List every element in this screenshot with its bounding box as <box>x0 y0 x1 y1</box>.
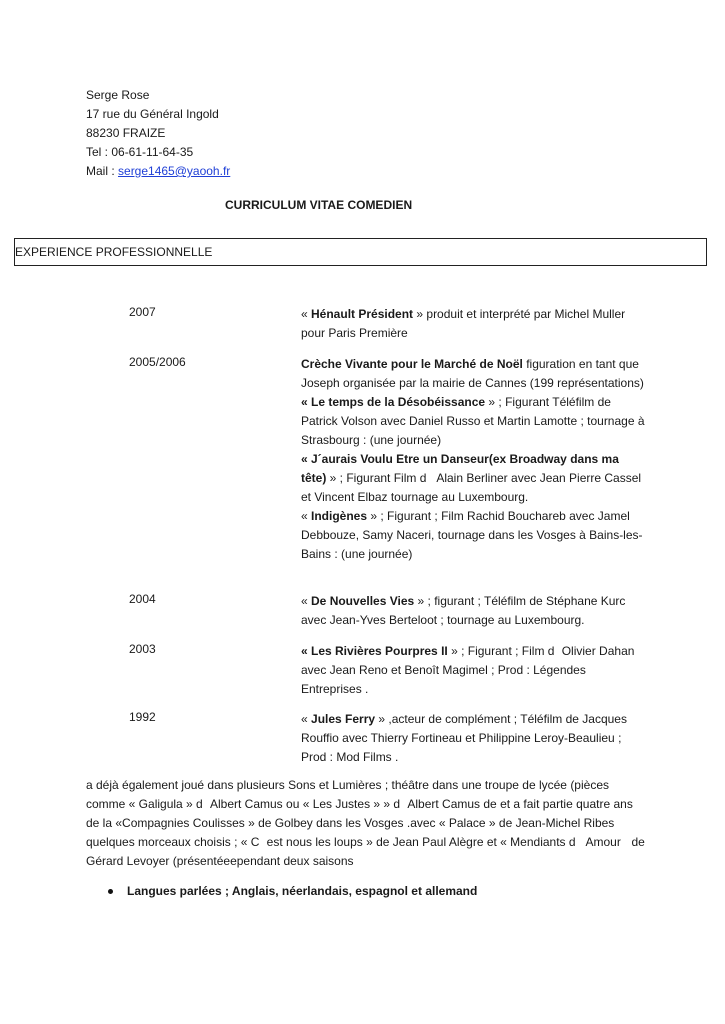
experience-line <box>301 305 646 343</box>
contact-mail-line <box>86 162 230 181</box>
bullet-icon <box>108 889 113 894</box>
line-text: » produit et interprété par Michel Muller pour Paris Première <box>301 307 626 340</box>
line-text: » ,acteur de complément ; Téléfilm de Jacques Rouffio avec Thierry Fortineau et Philippine Leroy-Beaulieu ; Prod : Mod Films . <box>301 712 627 764</box>
experience-line <box>301 393 646 450</box>
line-prefix: « <box>301 712 312 726</box>
line-bold: « Le temps de la Désobéissance <box>301 395 486 409</box>
mail-label: Mail : <box>86 164 119 178</box>
line-bold: « J´aurais Voulu Etre un Danseur(ex Broadway dans ma tête) <box>301 452 619 485</box>
cv-title: CURRICULUM VITAE COMEDIEN <box>225 198 413 212</box>
section-header-label: EXPERIENCE PROFESSIONNELLE <box>15 245 213 259</box>
mail-link[interactable]: serge1465@yaooh.fr <box>118 164 231 178</box>
experience-year: 2003 <box>129 642 156 656</box>
experience-year: 1992 <box>129 710 156 724</box>
contact-city: 88230 FRAIZE <box>86 126 166 140</box>
line-text: » ; Figurant Téléfilm de Patrick Volson avec Daniel Russo et Martin Lamotte ; tournage à Strasbourg : (une journée) <box>301 395 645 447</box>
experience-line <box>301 355 646 393</box>
line-text: » ; Figurant Film d Alain Berliner avec Jean Pierre Cassel et Vincent Elbaz tournage au Luxembourg. <box>301 471 642 504</box>
line-prefix: « <box>301 594 312 608</box>
languages-bullet <box>108 884 477 898</box>
experience-line <box>301 450 646 507</box>
contact-tel: Tel : 06-61-11-64-35 <box>86 145 194 159</box>
line-text: » ; figurant ; Téléfilm de Stéphane Kurc avec Jean-Yves Berteloot ; tournage au Luxembourg. <box>301 594 626 627</box>
experience-year: 2004 <box>129 592 156 606</box>
experience-line <box>301 642 646 699</box>
additional-experience-paragraph: a déjà également joué dans plusieurs Sons et Lumières ; théâtre dans une troupe de lycée (pièces comme « Galigula » dAlbert Camus ou « Les Justes » » dAlbert Camus de et a fait partie quatre ans de la «Compagnies Coulisses » de Golbey dans les Vosges .avec « Palace » de Jean-Michel Ribes quelques morceaux choisis ; « Cest nous les loups » de Jean Paul Alègre et « Mendiants d Amour de Gérard Levoyer (présentéeependant deux saisons <box>86 778 645 868</box>
line-text: » ; Figurant ; Film Rachid Bouchareb avec Jamel Debbouze, Samy Naceri, tournage dans les Vosges à Bains-les-Bains : (une journée) <box>301 509 643 561</box>
experience-description <box>301 592 646 630</box>
line-prefix: « <box>301 307 312 321</box>
languages-text: Langues parlées ; Anglais, néerlandais, espagnol et allemand <box>127 884 478 898</box>
experience-description <box>301 305 646 343</box>
line-text: » ; Figurant ; Film dOlivier Dahan avec Jean Reno et Benoît Magimel ; Prod : Légendes Entreprises . <box>301 644 635 696</box>
experience-description <box>301 710 646 767</box>
experience-line <box>301 507 646 564</box>
line-text: figuration en tant que Joseph organisée par la mairie de Cannes (199 représentations) <box>301 357 644 390</box>
line-bold: Hénault Président <box>311 307 414 321</box>
section-header-box <box>14 238 707 266</box>
line-bold: De Nouvelles Vies <box>311 594 415 608</box>
experience-line <box>301 592 646 630</box>
line-bold: Indigènes <box>311 509 368 523</box>
line-bold: « Les Rivières Pourpres II <box>301 644 448 658</box>
contact-name: Serge Rose <box>86 88 150 102</box>
line-bold: Crèche Vivante pour le Marché de Noël <box>301 357 523 371</box>
experience-description <box>301 355 646 564</box>
experience-year: 2007 <box>129 305 156 319</box>
contact-block <box>86 86 230 181</box>
experience-line <box>301 710 646 767</box>
line-bold: Jules Ferry <box>311 712 376 726</box>
experience-year: 2005/2006 <box>129 355 186 369</box>
line-prefix: « <box>301 509 312 523</box>
contact-street: 17 rue du Général Ingold <box>86 107 219 121</box>
experience-description <box>301 642 646 699</box>
